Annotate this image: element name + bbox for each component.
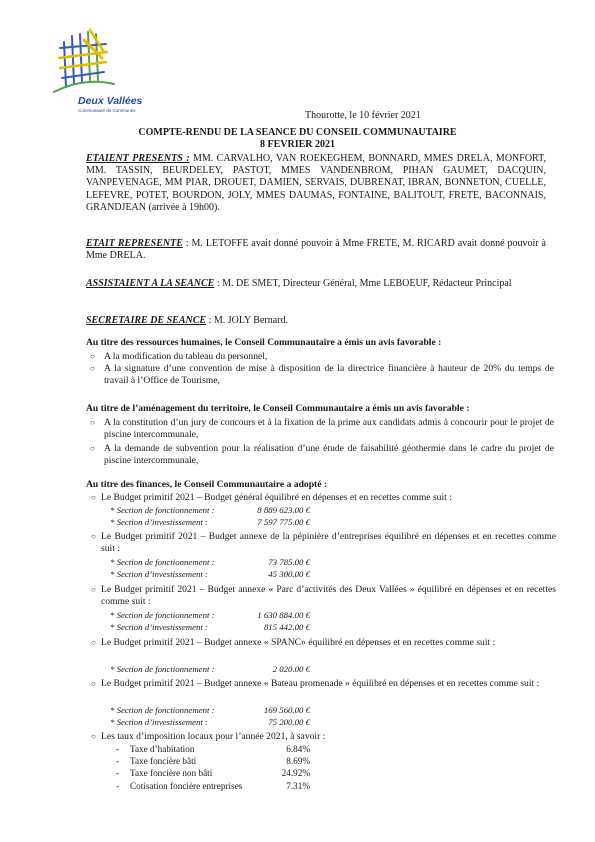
row-label: * Section de fonctionnement : bbox=[110, 557, 215, 567]
finances-heading: Au titre des finances, le Conseil Communautaire a adopté : bbox=[86, 479, 328, 490]
budget-item bbox=[91, 637, 556, 649]
budget-text: Le Budget primitif 2021 – Budget général équilibré en dépenses et en recettes comme suit : bbox=[101, 492, 452, 503]
rh-item-text: A la signature d’une convention de mise à disposition de la directrice financière à hauteur de 20% du temps de travail à l’Office de Tourisme, bbox=[104, 363, 554, 386]
bullet-icon: ○ bbox=[91, 493, 96, 502]
bullet-icon: ○ bbox=[91, 532, 96, 541]
list-item bbox=[90, 351, 554, 363]
row-value: 73 785.00 € bbox=[268, 557, 310, 567]
dateline: Thourotte, le 10 février 2021 bbox=[305, 110, 421, 121]
bullet-icon: ○ bbox=[91, 732, 96, 741]
budget-text: Le Budget primitif 2021 – Budget annexe de la pépinière d’entreprises équilibré en dépenses et en recettes comme suit : bbox=[101, 531, 556, 554]
amenagement-heading: Au titre de l’aménagement du territoire, le Conseil Communautaire a émis un avis favorable : bbox=[86, 403, 470, 414]
list-item bbox=[90, 443, 554, 467]
bullet-icon: ○ bbox=[90, 418, 95, 427]
tax-value: 8.69% bbox=[286, 756, 310, 766]
amenagement-item-text: A la constitution d’un jury de concours et à la fixation de la prime aux candidats admis à concourir pour le projet de piscine intercommunale, bbox=[104, 417, 554, 440]
budget-item bbox=[91, 584, 556, 608]
bullet-icon: ○ bbox=[90, 352, 95, 361]
assistant-paragraph bbox=[86, 278, 546, 290]
row-label: * Section d’investissement : bbox=[110, 622, 208, 632]
row-label: * Section de fonctionnement : bbox=[110, 610, 215, 620]
document-title: COMPTE-RENDU DE LA SEANCE DU CONSEIL COMMUNAUTAIRE bbox=[138, 127, 457, 138]
represente-text: : M. LETOFFE avait donné pouvoir à Mme FRETE, M. RICARD avait donné pouvoir à Mme DRELA. bbox=[86, 238, 546, 262]
represente-label: ETAIT REPRESENTE bbox=[86, 238, 183, 249]
row-value: 815 442.00 € bbox=[263, 622, 310, 632]
logo-name: Deux Vallées bbox=[78, 95, 143, 107]
tax-value: 7.31% bbox=[286, 781, 310, 791]
row-value: 7 597 775.00 € bbox=[257, 517, 310, 527]
budget-item bbox=[91, 678, 556, 690]
secretaire-label: SECRETAIRE DE SEANCE bbox=[86, 315, 207, 326]
dash-icon: - bbox=[116, 768, 120, 778]
budget-item bbox=[91, 492, 556, 504]
bullet-icon: ○ bbox=[90, 444, 95, 453]
secretaire-paragraph bbox=[86, 315, 546, 327]
budget-text: Le Budget primitif 2021 – Budget annexe « Bateau promenade » équilibré en dépenses et en recettes comme suit : bbox=[101, 678, 540, 689]
row-value: 2 020.00 € bbox=[272, 664, 310, 674]
presents-paragraph bbox=[86, 153, 546, 214]
budget-item bbox=[91, 531, 556, 555]
deux-vallees-logo bbox=[44, 22, 154, 122]
budget-text: Le Budget primitif 2021 – Budget annexe « SPANC» équilibré en dépenses et en recettes comme suit : bbox=[101, 637, 496, 648]
tax-value: 24.92% bbox=[281, 768, 310, 778]
row-value: 75 200.00 € bbox=[268, 717, 310, 727]
tax-label: Cotisation foncière entreprises bbox=[130, 781, 243, 791]
row-label: * Section de fonctionnement : bbox=[110, 705, 215, 715]
logo-subtitle: Communauté de Communes bbox=[78, 108, 136, 113]
row-value: 169 560.00 € bbox=[263, 705, 310, 715]
tax-label: Taxe d’habitation bbox=[130, 744, 195, 754]
dash-icon: - bbox=[116, 756, 120, 766]
assistant-text: : M. DE SMET, Directeur Général, Mme LEBOEUF, Rédacteur Principal bbox=[214, 278, 512, 289]
row-label: * Section d’investissement : bbox=[110, 517, 208, 527]
tax-label: Taxe foncière non bâti bbox=[130, 768, 213, 778]
taux-intro-text: Les taux d’imposition locaux pour l’année 2021, à savoir : bbox=[101, 731, 326, 742]
bullet-icon: ○ bbox=[90, 364, 95, 373]
dash-icon: - bbox=[116, 744, 120, 754]
row-label: * Section d’investissement : bbox=[110, 717, 208, 727]
secretaire-text: : M. JOLY Bernard. bbox=[206, 315, 289, 326]
row-label: * Section de fonctionnement : bbox=[110, 505, 215, 515]
assistant-label: ASSISTAIENT A LA SEANCE bbox=[86, 278, 215, 289]
document-date-title: 8 FEVRIER 2021 bbox=[259, 139, 335, 150]
amenagement-item-text: A la demande de subvention pour la réalisation d’une étude de faisabilité géothermie dans le cadre du projet de piscine intercommunale, bbox=[104, 443, 554, 466]
list-item bbox=[90, 417, 554, 441]
row-label: * Section de fonctionnement : bbox=[110, 664, 215, 674]
bullet-icon: ○ bbox=[91, 638, 96, 647]
list-item bbox=[90, 363, 554, 387]
tax-value: 6.84% bbox=[286, 744, 310, 754]
row-value: 45 300.00 € bbox=[268, 569, 310, 579]
bullet-icon: ○ bbox=[91, 585, 96, 594]
tax-label: Taxe foncière bâti bbox=[130, 756, 197, 766]
presents-label: ETAIENT PRESENTS : bbox=[86, 153, 190, 164]
rh-item-text: A la modification du tableau du personnel, bbox=[104, 351, 268, 362]
rh-heading: Au titre des ressources humaines, le Conseil Communautaire a émis un avis favorable : bbox=[86, 337, 442, 348]
bullet-icon: ○ bbox=[91, 679, 96, 688]
taux-intro-item bbox=[91, 731, 556, 743]
presents-text: MM. CARVALHO, VAN ROEKEGHEM, BONNARD, MMES DRELA, MONFORT, MM. TASSIN, BEURDELEY, PASTOT, MMES VANDENBROM, PIHAN GAUMET, DACQUIN, VANPEVENAGE, MM PIAR, DROUET, DAMIEN, SERVAIS, DUBRENAT, IBRAN, BONNETON, CUELLE, LEFEVRE, POTET, BOURDON, JOLY, MMES DAUMAS, FONTAINE, BALITOUT, FRETE, BACONNAIS, GRANDJEAN (arrivée à 19h00). bbox=[86, 153, 546, 213]
dash-icon: - bbox=[116, 781, 120, 791]
row-value: 8 889 623.00 € bbox=[257, 505, 310, 515]
budget-text: Le Budget primitif 2021 – Budget annexe « Parc d’activités des Deux Vallées » équilibré en dépenses et en recettes comme suit : bbox=[101, 584, 556, 607]
represente-paragraph bbox=[86, 238, 546, 262]
row-label: * Section d’investissement : bbox=[110, 569, 208, 579]
row-value: 1 630 884.00 € bbox=[257, 610, 310, 620]
